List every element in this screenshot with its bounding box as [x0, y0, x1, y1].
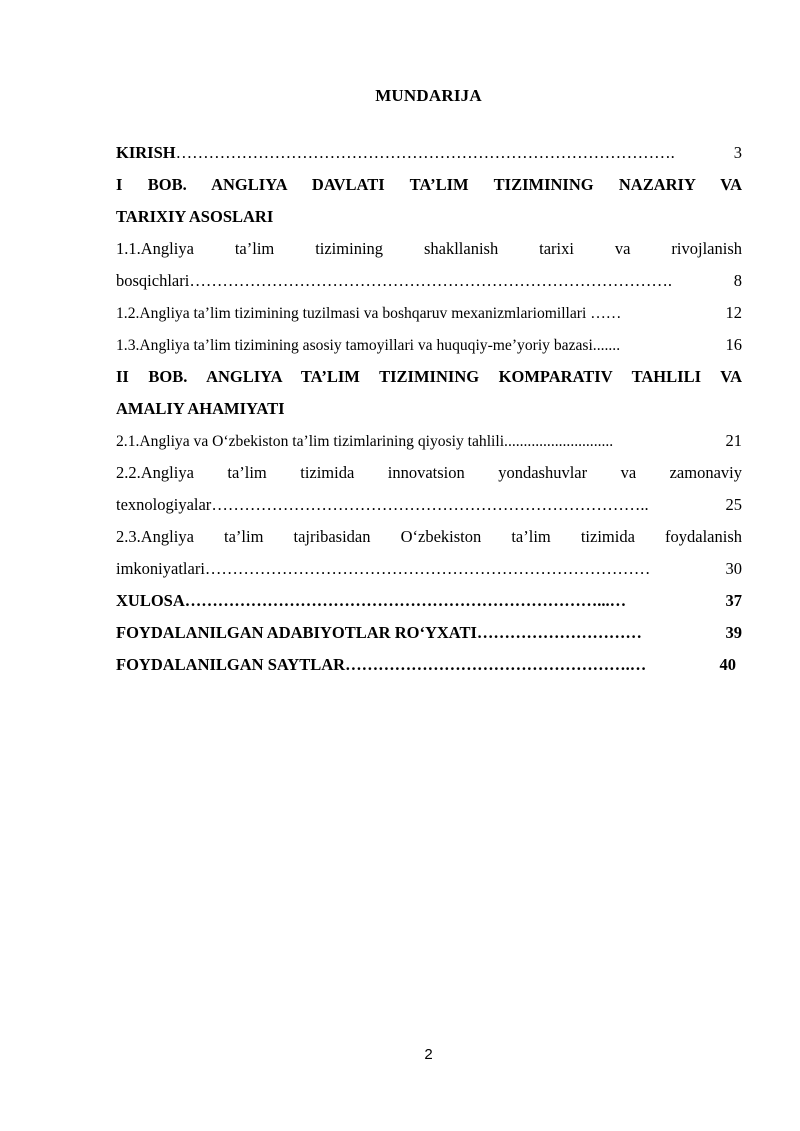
toc-entry-1-3[interactable]	[116, 333, 742, 365]
toc-page-number: 3	[733, 143, 742, 162]
toc-entry-text: FOYDALANILGAN SAYTLAR	[116, 655, 346, 674]
toc-page-number: 37	[725, 591, 742, 610]
toc-entry-text: 2.1.Angliya va O‘zbekiston ta’lim tizimlarining qiyosiy tahlili............................	[116, 433, 614, 450]
toc-entry-2-1[interactable]	[116, 429, 742, 461]
toc-entry-kirish[interactable]	[116, 141, 742, 173]
toc-page-number: 8	[733, 271, 742, 290]
toc-chapter-1-line1[interactable]: I BOB. ANGLIYA DAVLATI TA’LIM TIZIMINING NAZARIY VA	[116, 175, 742, 194]
table-of-contents	[116, 141, 742, 685]
toc-entry-text: FOYDALANILGAN ADABIYOTLAR RO‘YXATI	[116, 623, 477, 642]
toc-entry-saytlar[interactable]	[116, 653, 742, 685]
toc-entry-2-3-line2[interactable]	[116, 557, 742, 589]
page-number: 2	[424, 1046, 433, 1063]
toc-leader-dots: ……………………………………………………………………..	[211, 495, 649, 514]
toc-leader-dots: …………………………………………………………………………….	[189, 271, 672, 290]
toc-entry-text: 1.2.Angliya ta’lim tizimining tuzilmasi va boshqaruv mexanizmlariomillari ……	[116, 305, 622, 322]
toc-entry-text: 1.3.Angliya ta’lim tizimining asosiy tamoyillari va huquqiy-me’yoriy bazasi.......	[116, 337, 621, 354]
toc-entry-1-1-line2[interactable]	[116, 269, 742, 301]
toc-entry-text: imkoniyatlari	[116, 559, 205, 578]
toc-leader-dots: ………………………………………………………………………	[204, 559, 651, 578]
toc-entry-text: XULOSA	[116, 591, 185, 610]
toc-entry-adabiyotlar[interactable]	[116, 621, 742, 653]
toc-entry-xulosa[interactable]	[116, 589, 742, 621]
toc-leader-dots: ……………………………………………………………………………….	[175, 143, 675, 162]
toc-entry-2-2-line2[interactable]	[116, 493, 742, 525]
toc-entry-2-3-line1[interactable]: 2.3.Angliya ta’lim tajribasidan O‘zbekiston ta’lim tizimida foydalanish	[116, 527, 742, 546]
toc-title: MUNDARIJA	[375, 86, 482, 105]
toc-entry-1-2[interactable]	[116, 301, 742, 333]
toc-chapter-1-line2[interactable]: TARIXIY ASOSLARI	[116, 207, 274, 226]
toc-entry-2-2-line1[interactable]: 2.2.Angliya ta’lim tizimida innovatsion yondashuvlar va zamonaviy	[116, 463, 742, 482]
toc-page-number: 16	[725, 335, 742, 354]
toc-entry-text: texnologiyalar	[116, 495, 212, 514]
toc-leader-dots: …………………………………………….…	[345, 655, 647, 674]
toc-page-number: 40	[719, 655, 736, 674]
toc-entry-text: KIRISH	[116, 143, 176, 162]
toc-entry-1-1-line1[interactable]: 1.1.Angliya ta’lim tizimining shakllanish tarixi va rivojlanish	[116, 239, 742, 258]
toc-page-number: 21	[725, 431, 742, 450]
toc-chapter-2-line2[interactable]: AMALIY AHAMIYATI	[116, 399, 285, 418]
toc-entry-text: bosqichlari	[116, 271, 190, 290]
toc-page-number: 25	[725, 495, 742, 514]
toc-page-number: 39	[725, 623, 742, 642]
toc-page-number: 12	[725, 303, 742, 322]
toc-leader-dots: …………………………………………………………………...…	[184, 591, 627, 610]
toc-leader-dots: …………………………	[476, 623, 642, 642]
toc-chapter-2-line1[interactable]: II BOB. ANGLIYA TA’LIM TIZIMINING KOMPARATIV TAHLILI VA	[116, 367, 742, 386]
toc-page-number: 30	[725, 559, 742, 578]
